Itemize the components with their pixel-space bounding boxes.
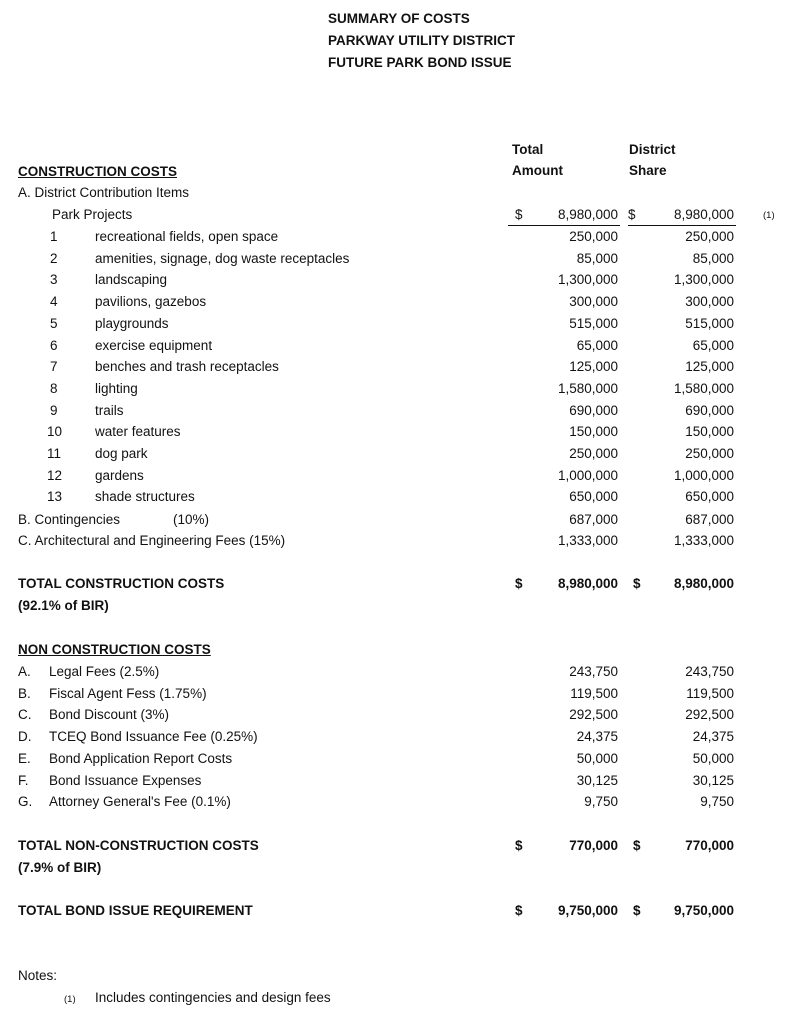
item-label: dog park [95, 446, 148, 461]
item-label: landscaping [95, 272, 168, 288]
total-non-construction-dollar: $ [515, 838, 523, 853]
park-projects-district: 8,980,000 [673, 207, 734, 222]
district-col-header-2: Share [629, 163, 667, 178]
item-district-share: 650,000 [685, 489, 734, 505]
item-district-share: 300,000 [685, 294, 734, 310]
item-total-amount: 690,000 [569, 402, 618, 418]
nc-item-letter: B. [18, 685, 31, 701]
item-number: 3 [50, 272, 58, 288]
nc-item-district-share: 50,000 [692, 750, 734, 766]
park-projects-district-dollar: $ [628, 207, 636, 222]
item-label: exercise equipment [95, 337, 213, 353]
nc-item-total-amount: 9,750 [584, 794, 618, 810]
district-col-header-1: District [629, 142, 676, 157]
title-line-1: SUMMARY OF COSTS [328, 11, 470, 26]
item-number: 7 [50, 359, 58, 375]
contingencies-pct: (10%) [173, 512, 210, 527]
item-number: 2 [50, 250, 58, 266]
item-district-share: 85,000 [692, 250, 734, 266]
bond-total-total: 9,750,000 [557, 903, 618, 918]
total-non-construction-district-dollar: $ [633, 838, 641, 853]
title-line-2: PARKWAY UTILITY DISTRICT [328, 33, 516, 48]
item-district-share: 1,580,000 [673, 380, 734, 396]
total-non-construction-label: TOTAL NON-CONSTRUCTION COSTS [18, 838, 259, 853]
item-number: 12 [47, 467, 63, 483]
nc-item-label: Bond Issuance Expenses [49, 772, 202, 788]
item-total-amount: 650,000 [569, 489, 618, 505]
item-district-share: 125,000 [685, 359, 734, 375]
item-label: gardens [95, 467, 144, 483]
nc-item-letter: C. [18, 707, 32, 723]
item-number: 11 [47, 446, 62, 461]
item-number: 13 [47, 489, 63, 505]
nc-item-district-share: 292,500 [685, 707, 734, 723]
park-projects-district-rule [628, 225, 736, 226]
ae-fees-total: 1,333,000 [557, 533, 618, 548]
item-number: 5 [50, 315, 58, 331]
item-label: water features [95, 424, 181, 440]
bond-total-dollar: $ [515, 903, 523, 918]
contingencies-district: 687,000 [685, 512, 734, 527]
non-construction-heading: NON CONSTRUCTION COSTS [18, 642, 211, 657]
item-district-share: 250,000 [685, 446, 734, 461]
item-label: amenities, signage, dog waste receptacles [95, 250, 350, 266]
park-projects-total-rule [508, 225, 620, 226]
ae-fees-district: 1,333,000 [673, 533, 734, 548]
park-projects-total: 8,980,000 [557, 207, 618, 222]
construction-heading: CONSTRUCTION COSTS [18, 164, 178, 179]
item-number: 8 [50, 380, 58, 396]
item-number: 4 [50, 294, 58, 310]
item-total-amount: 250,000 [569, 229, 618, 244]
bond-total-district-dollar: $ [633, 903, 641, 918]
nc-item-label: Fiscal Agent Fess (1.75%) [49, 685, 207, 701]
item-district-share: 690,000 [685, 402, 734, 418]
item-total-amount: 65,000 [576, 337, 618, 353]
item-number: 9 [50, 402, 58, 418]
item-district-share: 65,000 [692, 337, 734, 353]
contingencies-total: 687,000 [569, 512, 618, 527]
item-label: shade structures [95, 489, 195, 505]
park-projects-note-ref: (1) [763, 210, 775, 221]
nc-item-letter: A. [18, 664, 31, 679]
nc-item-letter: E. [18, 750, 31, 766]
nc-item-district-share: 243,750 [685, 664, 734, 679]
total-construction-label: TOTAL CONSTRUCTION COSTS [18, 576, 225, 591]
total-construction-district-dollar: $ [633, 576, 641, 591]
contingencies-label: B. Contingencies [18, 512, 121, 527]
item-district-share: 1,300,000 [673, 272, 734, 288]
park-projects-dollar: $ [515, 207, 523, 222]
item-total-amount: 1,300,000 [557, 272, 618, 288]
nc-item-district-share: 9,750 [700, 794, 734, 810]
title-line-3: FUTURE PARK BOND ISSUE [328, 55, 512, 70]
nc-item-letter: F. [18, 772, 29, 788]
total-col-header-1: Total [512, 142, 544, 157]
item-number: 1 [50, 229, 58, 244]
total-construction-total: 8,980,000 [557, 576, 618, 591]
nc-item-total-amount: 119,500 [570, 685, 618, 701]
nc-item-letter: G. [18, 794, 33, 810]
item-total-amount: 1,000,000 [557, 467, 618, 483]
note-1-ref: (1) [64, 994, 76, 1005]
nc-item-total-amount: 243,750 [569, 664, 618, 679]
total-construction-district: 8,980,000 [673, 576, 734, 591]
item-district-share: 515,000 [685, 315, 734, 331]
nc-item-label: Legal Fees (2.5%) [49, 664, 160, 679]
item-label: benches and trash receptacles [95, 359, 279, 375]
bond-total-label: TOTAL BOND ISSUE REQUIREMENT [18, 903, 253, 918]
item-number: 10 [47, 424, 63, 440]
item-label: pavilions, gazebos [95, 294, 207, 310]
nc-item-total-amount: 24,375 [576, 729, 618, 745]
item-total-amount: 125,000 [569, 359, 618, 375]
nc-item-total-amount: 50,000 [576, 750, 618, 766]
nc-item-district-share: 119,500 [686, 685, 734, 701]
item-district-share: 1,000,000 [673, 467, 734, 483]
park-projects-label: Park Projects [52, 207, 133, 222]
nc-item-district-share: 24,375 [692, 729, 734, 745]
total-construction-sub: (92.1% of BIR) [18, 598, 109, 613]
item-total-amount: 1,580,000 [557, 380, 618, 396]
nc-item-letter: D. [18, 729, 32, 745]
nc-item-total-amount: 30,125 [576, 772, 618, 788]
item-total-amount: 300,000 [569, 294, 618, 310]
item-label: playgrounds [95, 315, 169, 331]
nc-item-label: Attorney General's Fee (0.1%) [49, 794, 231, 810]
item-label: lighting [95, 380, 138, 396]
bond-total-district: 9,750,000 [673, 903, 734, 918]
item-total-amount: 515,000 [569, 315, 618, 331]
nc-item-label: TCEQ Bond Issuance Fee (0.25%) [49, 729, 258, 745]
item-total-amount: 250,000 [569, 446, 618, 461]
total-non-construction-district: 770,000 [685, 838, 734, 853]
item-label: recreational fields, open space [95, 229, 279, 244]
item-district-share: 150,000 [685, 424, 734, 440]
nc-item-district-share: 30,125 [692, 772, 734, 788]
section-a-label: A. District Contribution Items [18, 185, 190, 200]
total-non-construction-total: 770,000 [569, 838, 618, 853]
total-col-header-2: Amount [512, 163, 563, 178]
item-number: 6 [50, 337, 58, 353]
item-district-share: 250,000 [685, 229, 734, 244]
notes-heading: Notes: [18, 968, 58, 983]
ae-fees-label: C. Architectural and Engineering Fees (15%) [18, 533, 286, 548]
total-non-construction-sub: (7.9% of BIR) [18, 860, 102, 875]
nc-item-label: Bond Discount (3%) [49, 707, 170, 723]
nc-item-label: Bond Application Report Costs [49, 750, 233, 766]
note-1-text: Includes contingencies and design fees [95, 990, 331, 1005]
nc-item-total-amount: 292,500 [569, 707, 618, 723]
item-label: trails [95, 402, 124, 418]
total-construction-dollar: $ [515, 576, 523, 591]
item-total-amount: 85,000 [576, 250, 618, 266]
item-total-amount: 150,000 [569, 424, 618, 440]
